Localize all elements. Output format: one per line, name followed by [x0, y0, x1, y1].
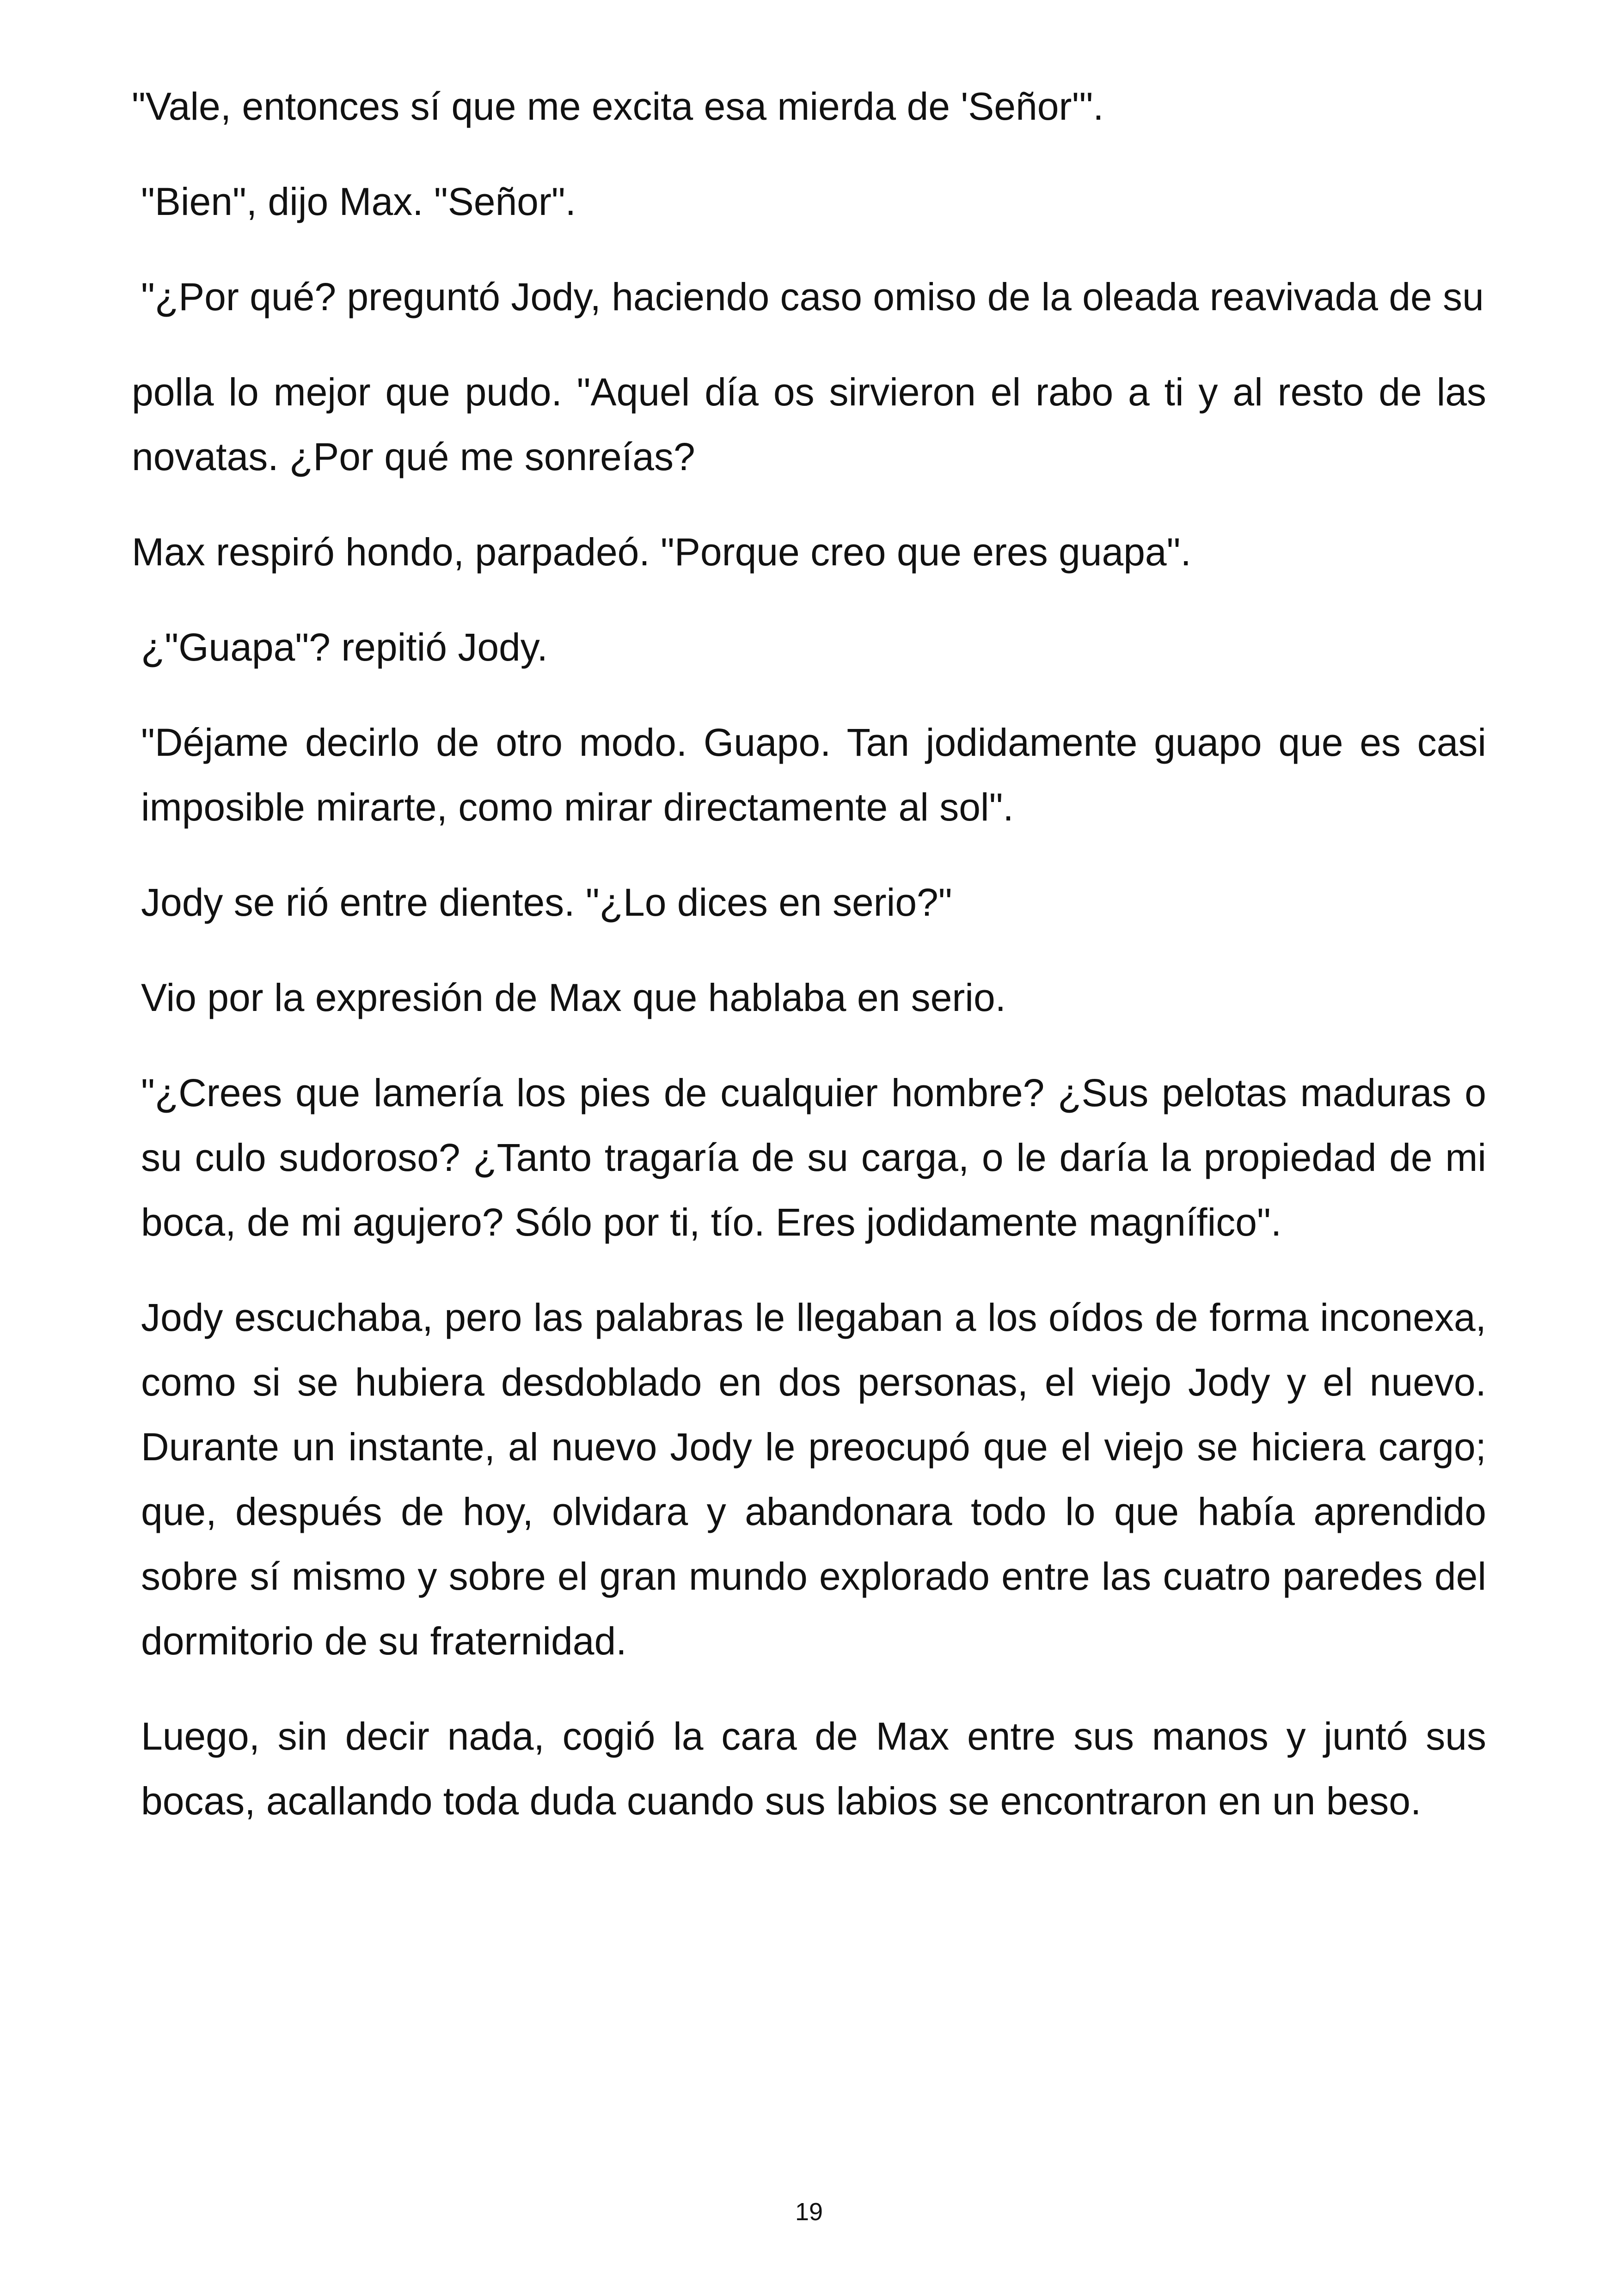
paragraph-9: Vio por la expresión de Max que hablaba en serio.: [141, 976, 1006, 1019]
paragraph-5: Max respiró hondo, parpadeó. "Porque creo que eres guapa".: [132, 530, 1191, 574]
paragraph-1: "Vale, entonces sí que me excita esa mierda de 'Señor'".: [132, 85, 1104, 128]
paragraph-11: Jody escuchaba, pero las palabras le llegaban a los oídos de forma inconexa, como si se hubiera desdoblado en dos personas, el viejo Jody y el nuevo. Durante un instante, al nuevo Jody le preocupó que el viejo se hiciera cargo; que, después de hoy, olvidara y abandonara todo lo que había aprendido sobre sí mismo y sobre el gran mundo explorado entre las cuatro paredes del dormitorio de su fraternidad.: [141, 1296, 1486, 1663]
paragraph-10: "¿Crees que lamería los pies de cualquier hombre? ¿Sus pelotas maduras o su culo sudoroso? ¿Tanto tragaría de su carga, o le daría la propiedad de mi boca, de mi agujero? Sólo por ti, tío. Eres jodidamente magnífico".: [141, 1071, 1486, 1244]
paragraph-6: ¿"Guapa"? repitió Jody.: [141, 625, 548, 669]
paragraph-4: polla lo mejor que pudo. "Aquel día os sirvieron el rabo a ti y al resto de las novatas. ¿Por qué me sonreías?: [132, 370, 1486, 478]
paragraph-7: "Déjame decirlo de otro modo. Guapo. Tan jodidamente guapo que es casi imposible mirarte, como mirar directamente al sol".: [141, 721, 1486, 829]
paragraph-3: "¿Por qué? preguntó Jody, haciendo caso omiso de la oleada reavivada de su: [141, 275, 1484, 318]
paragraph-8: Jody se rió entre dientes. "¿Lo dices en serio?": [141, 881, 952, 924]
paragraph-2: "Bien", dijo Max. "Señor".: [141, 180, 576, 223]
body-text: [132, 74, 1486, 1864]
paragraph-12: Luego, sin decir nada, cogió la cara de Max entre sus manos y juntó sus bocas, acallando toda duda cuando sus labios se encontraron en un beso.: [141, 1714, 1486, 1823]
page-number: 19: [795, 2198, 823, 2226]
